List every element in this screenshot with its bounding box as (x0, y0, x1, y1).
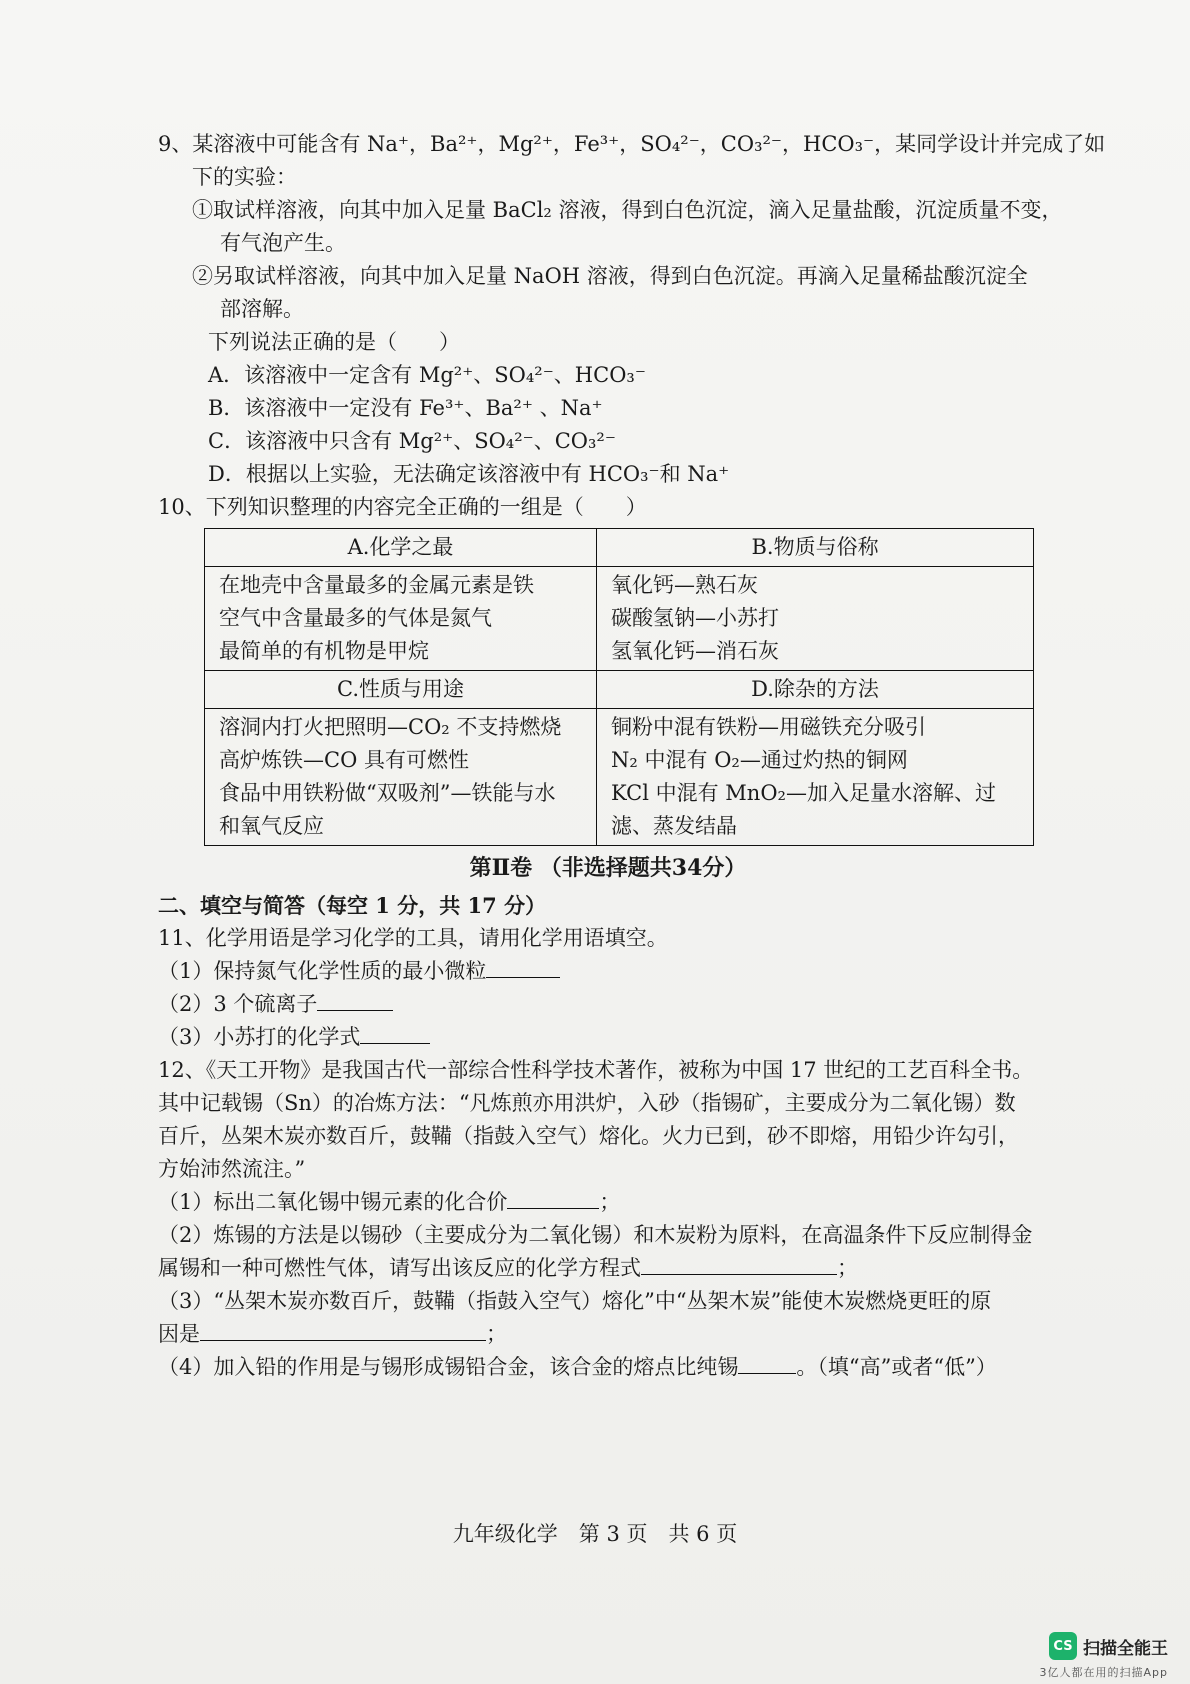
question-9 (158, 128, 1106, 491)
table-line: 氢氧化钙—消石灰 (611, 639, 780, 663)
q12-part3b (158, 1318, 1058, 1351)
q12-p2-end: ； (837, 1256, 858, 1280)
scanner-logo-icon: CS (1049, 1632, 1077, 1660)
table-head-a: A.化学之最 (205, 529, 597, 567)
q9-option-a: A．该溶液中一定含有 Mg²⁺、SO₄²⁻、HCO₃⁻ (208, 363, 646, 387)
table-cell-c (205, 709, 597, 846)
table-cell-d (597, 709, 1034, 846)
q11-part3 (158, 1021, 1058, 1054)
q9-step2a: ②另取试样溶液，向其中加入足量 NaOH 溶液，得到白色沉淀。再滴入足量稀盐酸沉淀全 (192, 264, 1028, 288)
answer-blank[interactable] (507, 1188, 599, 1209)
q9-step1b: 有气泡产生。 (220, 231, 346, 255)
q11-p1-text: （1）保持氮气化学性质的最小微粒 (158, 959, 487, 983)
scanner-watermark (1049, 1632, 1168, 1660)
table-line: 高炉炼铁—CO 具有可燃性 (219, 748, 469, 772)
table-line: 氧化钙—熟石灰 (611, 573, 759, 597)
q9-line2: 下的实验： (192, 165, 297, 189)
q12-line3: 百斤，丛架木炭亦数百斤，鼓鞴（指鼓入空气）熔化。火力已到，砂不即熔，用铅少许勾引， (158, 1124, 1019, 1148)
q12-part2b (158, 1252, 1058, 1285)
q12-part2a: （2）炼锡的方法是以锡砂（主要成分为二氧化锡）和木炭粉为原料，在高温条件下反应制得金 (158, 1223, 1033, 1247)
table-line: KCl 中混有 MnO₂—加入足量水溶解、过 (611, 781, 996, 805)
q9-stem: 下列说法正确的是（ ） (208, 330, 460, 354)
q12-p1-text: （1）标出二氧化锡中锡元素的化合价 (158, 1190, 508, 1214)
section-2-title: 第Ⅱ卷 （非选择题共34分） (469, 855, 747, 881)
q12-p4b-text: 。（填“高”或者“低”） (796, 1355, 997, 1379)
scanner-slogan: 3亿人都在用的扫描App (1039, 1666, 1168, 1679)
table-line: 食品中用铁粉做“双吸剂”—铁能与水 (219, 781, 556, 805)
q12-part3a: （3）“丛架木炭亦数百斤，鼓鞴（指鼓入空气）熔化”中“丛架木炭”能使木炭燃烧更旺的原 (158, 1289, 992, 1313)
table-head-b: B.物质与俗称 (597, 529, 1034, 567)
table-cell-a (205, 567, 597, 671)
q9-step1a: ①取试样溶液，向其中加入足量 BaCl₂ 溶液，得到白色沉淀，滴入足量盐酸，沉淀质量不变， (192, 198, 1063, 222)
q11-part2 (158, 988, 1058, 1021)
table-line: 和氧气反应 (219, 814, 324, 838)
q12-p1-end: ； (599, 1190, 621, 1214)
question-11 (158, 922, 1058, 1054)
answer-blank[interactable] (317, 990, 393, 1011)
page-footer: 九年级化学 第 3 页 共 6 页 (452, 1522, 738, 1546)
table-line: 最简单的有机物是甲烷 (219, 639, 429, 663)
table-line: 溶洞内打火把照明—CO₂ 不支持燃烧 (219, 715, 562, 739)
q11-part1 (158, 955, 1058, 988)
q11-p2-text: （2）3 个硫离子 (158, 992, 318, 1016)
scanner-app-name: 扫描全能王 (1083, 1638, 1168, 1659)
table-line: N₂ 中混有 O₂—通过灼热的铜网 (611, 748, 908, 772)
question-10 (158, 491, 1058, 846)
q11-stem: 11、化学用语是学习化学的工具，请用化学用语填空。 (158, 926, 668, 950)
question-12 (158, 1054, 1058, 1384)
table-head-c: C.性质与用途 (205, 671, 597, 709)
answer-blank[interactable] (486, 957, 560, 978)
table-line: 在地壳中含量最多的金属元素是铁 (219, 573, 534, 597)
table-line: 铜粉中混有铁粉—用磁铁充分吸引 (611, 715, 927, 739)
q9-line1: 9、某溶液中可能含有 Na⁺，Ba²⁺，Mg²⁺，Fe³⁺，SO₄²⁻，CO₃²⁻，HCO₃⁻，某同学设计并完成了如 (158, 132, 1106, 156)
page-content (158, 128, 1106, 1384)
q10-stem: 10、下列知识整理的内容完全正确的一组是（ ） (158, 495, 647, 519)
q12-p2b-text: 属锡和一种可燃性气体，请写出该反应的化学方程式 (158, 1256, 641, 1280)
q12-p3-end: ； (486, 1322, 507, 1346)
answer-blank[interactable] (738, 1353, 796, 1374)
table-line: 碳酸氢钠—小苏打 (611, 606, 780, 630)
q12-part1 (158, 1186, 1058, 1219)
answer-blank[interactable] (360, 1023, 430, 1044)
table-head-d: D.除杂的方法 (597, 671, 1034, 709)
q12-line2: 其中记载锡（Sn）的冶炼方法：“凡炼煎亦用洪炉，入砂（指锡矿，主要成分为二氧化锡）数 (158, 1091, 1016, 1115)
q12-part4 (158, 1351, 1058, 1384)
q12-p3b-text: 因是 (158, 1322, 200, 1346)
table-line: 空气中含量最多的气体是氮气 (219, 606, 492, 630)
table-line: 滤、蒸发结晶 (611, 814, 738, 838)
q9-option-c: C．该溶液中只含有 Mg²⁺、SO₄²⁻、CO₃²⁻ (208, 429, 616, 453)
q12-p4a-text: （4）加入铅的作用是与锡形成锡铅合金，该合金的熔点比纯锡 (158, 1355, 739, 1379)
q12-line1: 12、《天工开物》是我国古代一部综合性科学技术著作，被称为中国 17 世纪的工艺百科全书。 (158, 1058, 1034, 1082)
q9-option-b: B．该溶液中一定没有 Fe³⁺、Ba²⁺ 、Na⁺ (208, 396, 603, 420)
table-cell-b (597, 567, 1034, 671)
q11-p3-text: （3）小苏打的化学式 (158, 1025, 361, 1049)
section-2-part: 二、填空与简答（每空 1 分，共 17 分） (158, 893, 547, 918)
q9-step2b: 部溶解。 (220, 297, 304, 321)
q12-line4: 方始沛然流注。” (158, 1157, 306, 1181)
q9-option-d: D．根据以上实验，无法确定该溶液中有 HCO₃⁻和 Na⁺ (208, 462, 730, 486)
answer-blank[interactable] (200, 1320, 486, 1341)
knowledge-table (204, 528, 1034, 846)
answer-blank[interactable] (641, 1254, 837, 1275)
